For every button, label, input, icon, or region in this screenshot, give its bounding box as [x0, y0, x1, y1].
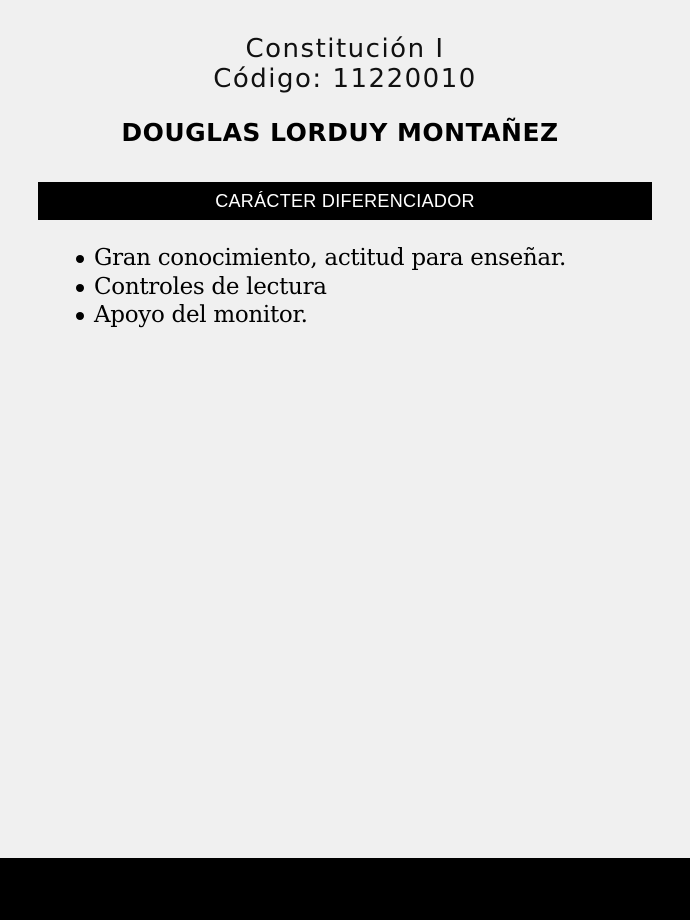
course-title: Constitución I: [245, 34, 445, 64]
professor-name: DOUGLAS LORDUY MONTAÑEZ: [121, 118, 559, 147]
course-code: Código: 11220010: [213, 64, 477, 94]
list-item: [72, 273, 566, 302]
bullet-icon: [76, 284, 84, 292]
course-header: [0, 34, 690, 94]
list-item-text: Controles de lectura: [94, 273, 327, 300]
bottom-band: [0, 858, 690, 920]
list-item-text: Gran conocimiento, actitud para enseñar.: [94, 245, 567, 271]
section-heading: CARÁCTER DIFERENCIADOR: [215, 191, 475, 211]
bullet-icon: [76, 312, 84, 320]
bullet-icon: [76, 255, 84, 263]
list-item-text: Apoyo del monitor.: [94, 302, 308, 328]
list-item: [72, 301, 566, 330]
section-heading-bar: [38, 182, 652, 220]
list-item: [72, 244, 566, 273]
bullet-list: [72, 244, 566, 330]
